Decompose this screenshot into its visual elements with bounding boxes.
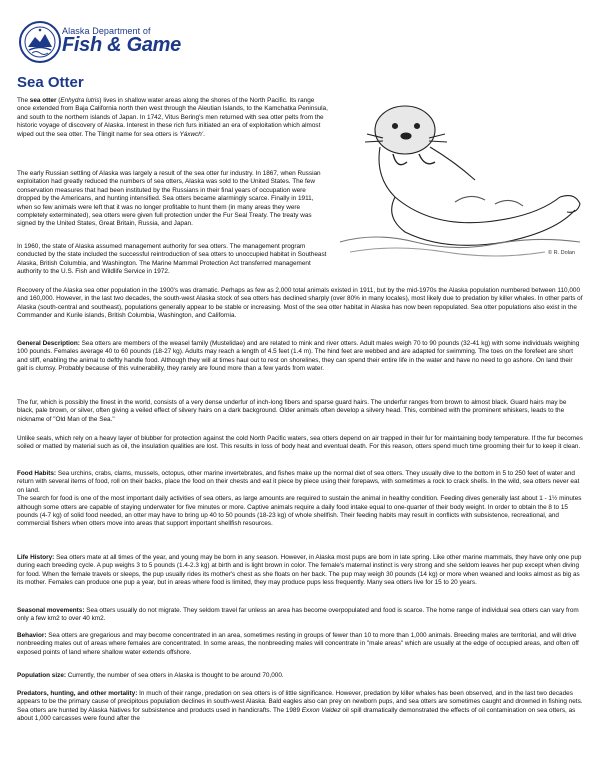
heading-predators: Predators, hunting, and other mortality: <box>17 690 138 697</box>
heading-general-description: General Description: <box>17 340 80 347</box>
common-name: sea otter <box>29 97 57 104</box>
heading-seasonal-movements: Seasonal movements: <box>17 607 85 614</box>
agency-name-line1: Alaska Department of <box>62 26 151 36</box>
heading-life-history: Life History: <box>17 554 55 561</box>
paragraph-russian-era: The early Russian settling of Alaska was largely a result of the sea otter fur industry. In 1867, when Russian exploitation had greatly reduced the numbers of sea otters, Alaska was sold to the United States. The few conservation measures that had been instituted by the Russians in their final years of occupation were dropped by the Americans, and hunting intensified. Sea otters became alarmingly scarce. Finally in 1911, when so few animals were left that it was no longer profitable to hunt them (in many areas they were completely exterminated), sea otters were given full protection under the Fur Seal Treaty. The treaty was signed by the United States, Great Britain, Russia, and Japan. <box>17 170 321 228</box>
intro-paragraph: The sea otter (Enhydra lutris) lives in shallow water areas along the shores of the North Pacific. Its range once extended from Baja California north then west through the Aleutian Islands, to the Kamchatka Peninsula, and south to the northern islands of Japan. In 1742, Vitus Bering's men returned with sea otter pelts from the historic voyage of discovery of Alaska. Interest in these rich furs initiated an era of exploitation which almost wiped out the sea otter. The Tlingit name for sea otters is Yáxwch'. <box>17 97 328 138</box>
agency-name-line2: Fish & Game <box>62 34 181 56</box>
heading-food-habits: Food Habits: <box>17 470 57 477</box>
vessel-name: Exxon Valdez <box>301 706 341 714</box>
adfg-seal-logo <box>18 20 62 64</box>
sea-otter-illustration <box>335 92 585 260</box>
heading-behavior: Behavior: <box>17 632 47 639</box>
scientific-name: Enhydra lutris <box>60 97 100 104</box>
paragraph-fur: The fur, which is possibly the finest in the world, consists of a very dense underfur of inch-long fibers and sparse guard hairs. The underfur ranges from brown to almost black. Guard hairs may be black, pale brown, or silver, often giving a veiled effect of silvery hairs on a dark background. Older animals often develop a silvery head. This, combined with the prominent whiskers, leads to the nickname of "Old Man of the Sea." <box>17 399 567 423</box>
header <box>18 20 318 70</box>
section-predators: Predators, hunting, and other mortality: In much of their range, predation on sea otters is of little significance. However, predation by killer whales has been observed, and in the last two decades appears to be the primary cause of precipitous population declines in south-west Alaska. Bald eagles also can prey on newborn pups, and sea otters are sometimes caught and drowned in fishing nets. Sea otters are hunted by Alaska Natives for subsistence and products used in handicrafts. The 1989 Exxon Valdez oil spill dramatically demonstrated the effects of oil contamination on sea otters, as about 1,000 carcasses were found after the <box>17 690 583 723</box>
paragraph-blubber: Unlike seals, which rely on a heavy layer of blubber for protection against the cold North Pacific waters, sea otters depend on air trapped in their fur for maintaining body temperature. If the fur becomes soiled or matted by material such as oil, the insulation qualities are lost. This results in loss of body heat and eventual death. For this reason, otters spend much time grooming their fur to keep it clean. <box>17 435 583 451</box>
paragraph-recovery: Recovery of the Alaska sea otter population in the 1900's was dramatic. Perhaps as few as 2,000 total animals existed in 1911, but by the mid-1970s the Alaska population numbered between 110,000 and 160,000. However, in the last two decades, the south-west Alaska stock of sea otters has declined sharply (over 80% in many locales), most likely due to predation by killer whales. In other parts of Alaska (south-central and southeast), populations generally appear to be stable or increasing. Most of the sea otter habitat in Alaska has now been repopulated. Sea otter populations also exist in the Commander and Kurile islands, British Columbia, Washington, and California. <box>17 287 583 320</box>
tlingit-name: Yáxwch' <box>179 130 204 138</box>
image-credit: © R. Dolan <box>548 250 575 256</box>
section-general-description: General Description: Sea otters are members of the weasel family (Mustelidae) and are related to mink and river otters. Adult males weigh 70 to 90 pounds (32-41 kg) with some individuals weighing 100 pounds. Females average 40 to 60 pounds (18-27 kg). Adults may reach a length of 4.5 feet (1.4 m). The hind feet are webbed and are adapted for swimming. The toes on the forefeet are short and stiff, enabling the animal to deftly handle food. Although they will at times haul out to rest on shorelines, they can spend their entire life in the water and have no need to go ashore. On land their gait is clumsy. Probably because of this vulnerability, they rarely are found more than a few yards from water. <box>17 340 580 373</box>
paragraph-state-management: In 1960, the state of Alaska assumed management authority for sea otters. The management program conducted by the state included the successful reintroduction of sea otters to unoccupied habitat in Southeast Alaska, British Columbia, and Washington. The Marine Mammal Protection Act transferred management authority to the U.S. Fish and Wildlife Service in 1972. <box>17 243 327 276</box>
heading-population-size: Population size: <box>17 672 66 679</box>
section-life-history: Life History: Sea otters mate at all times of the year, and young may be born in any season. However, in Alaska most pups are born in late spring. Like other marine mammals, they have only one pup during each breeding cycle. A pup weighs 3 to 5 pounds (1.4-2.3 kg) at birth and is light brown in color. The female's maternal instinct is very strong and she seldom leaves her pup except when diving for food. When the female travels or sleeps, the pup usually rides its mother's chest as she floats on her back. The pup may weigh 30 pounds (14 kg) or more when weaned and looks almost as big as its mother. Females can produce one pup a year, but in areas where food is limited, they may produce pups less frequently. Many sea otters live for 15 to 20 years. <box>17 554 582 587</box>
section-food-habits: Food Habits: Sea urchins, crabs, clams, mussels, octopus, other marine invertebrates, and fishes make up the normal diet of sea otters. They usually dive to the bottom in 5 to 250 feet of water and return with several items of food, roll on their backs, place the food on their chests and eat it piece by piece using their forepaws, with sometimes a rock to crack shells. In the wild, sea otters never eat on land. The search for food is one of the most important daily activities of sea otters, as large amounts are required to sustain the animal in healthy condition. Feeding dives generally last about 1 - 1½ minutes although some otters are capable of staying underwater for five minutes or more. Captive animals require a daily food intake equal to one-quarter of their body weight. In order to obtain the 8 to 15 pounds (4-7 kg) of solid food needed, an otter may have to bring up 40 to 50 pounds (18-23 kg) of whole shellfish. Their feeding habits may result in conflicts with subsistence, recreational, and commercial fishers when otters move into areas that support important shellfish resources. <box>17 470 582 528</box>
section-behavior: Behavior: Sea otters are gregarious and may become concentrated in an area, sometimes resting in groups of fewer than 10 to more than 1,000 animals. Breeding males are territorial, and will drive nonbreeding males out of areas where females are concentrated. In some areas, the nonbreeding males will concentrate in "male areas" which are usually at the edge of occupied areas, and often off exposed points of land where shallow water extends offshore. <box>17 632 579 656</box>
page-title: Sea Otter <box>17 74 84 91</box>
section-seasonal-movements: Seasonal movements: Sea otters usually do not migrate. They seldom travel far unless an area has become overpopulated and food is scarce. The home range of individual sea otters can vary from only a few km2 to over 40 km2. <box>17 607 579 623</box>
section-population-size: Population size: Currently, the number of sea otters in Alaska is thought to be around 70,000. <box>17 672 284 679</box>
